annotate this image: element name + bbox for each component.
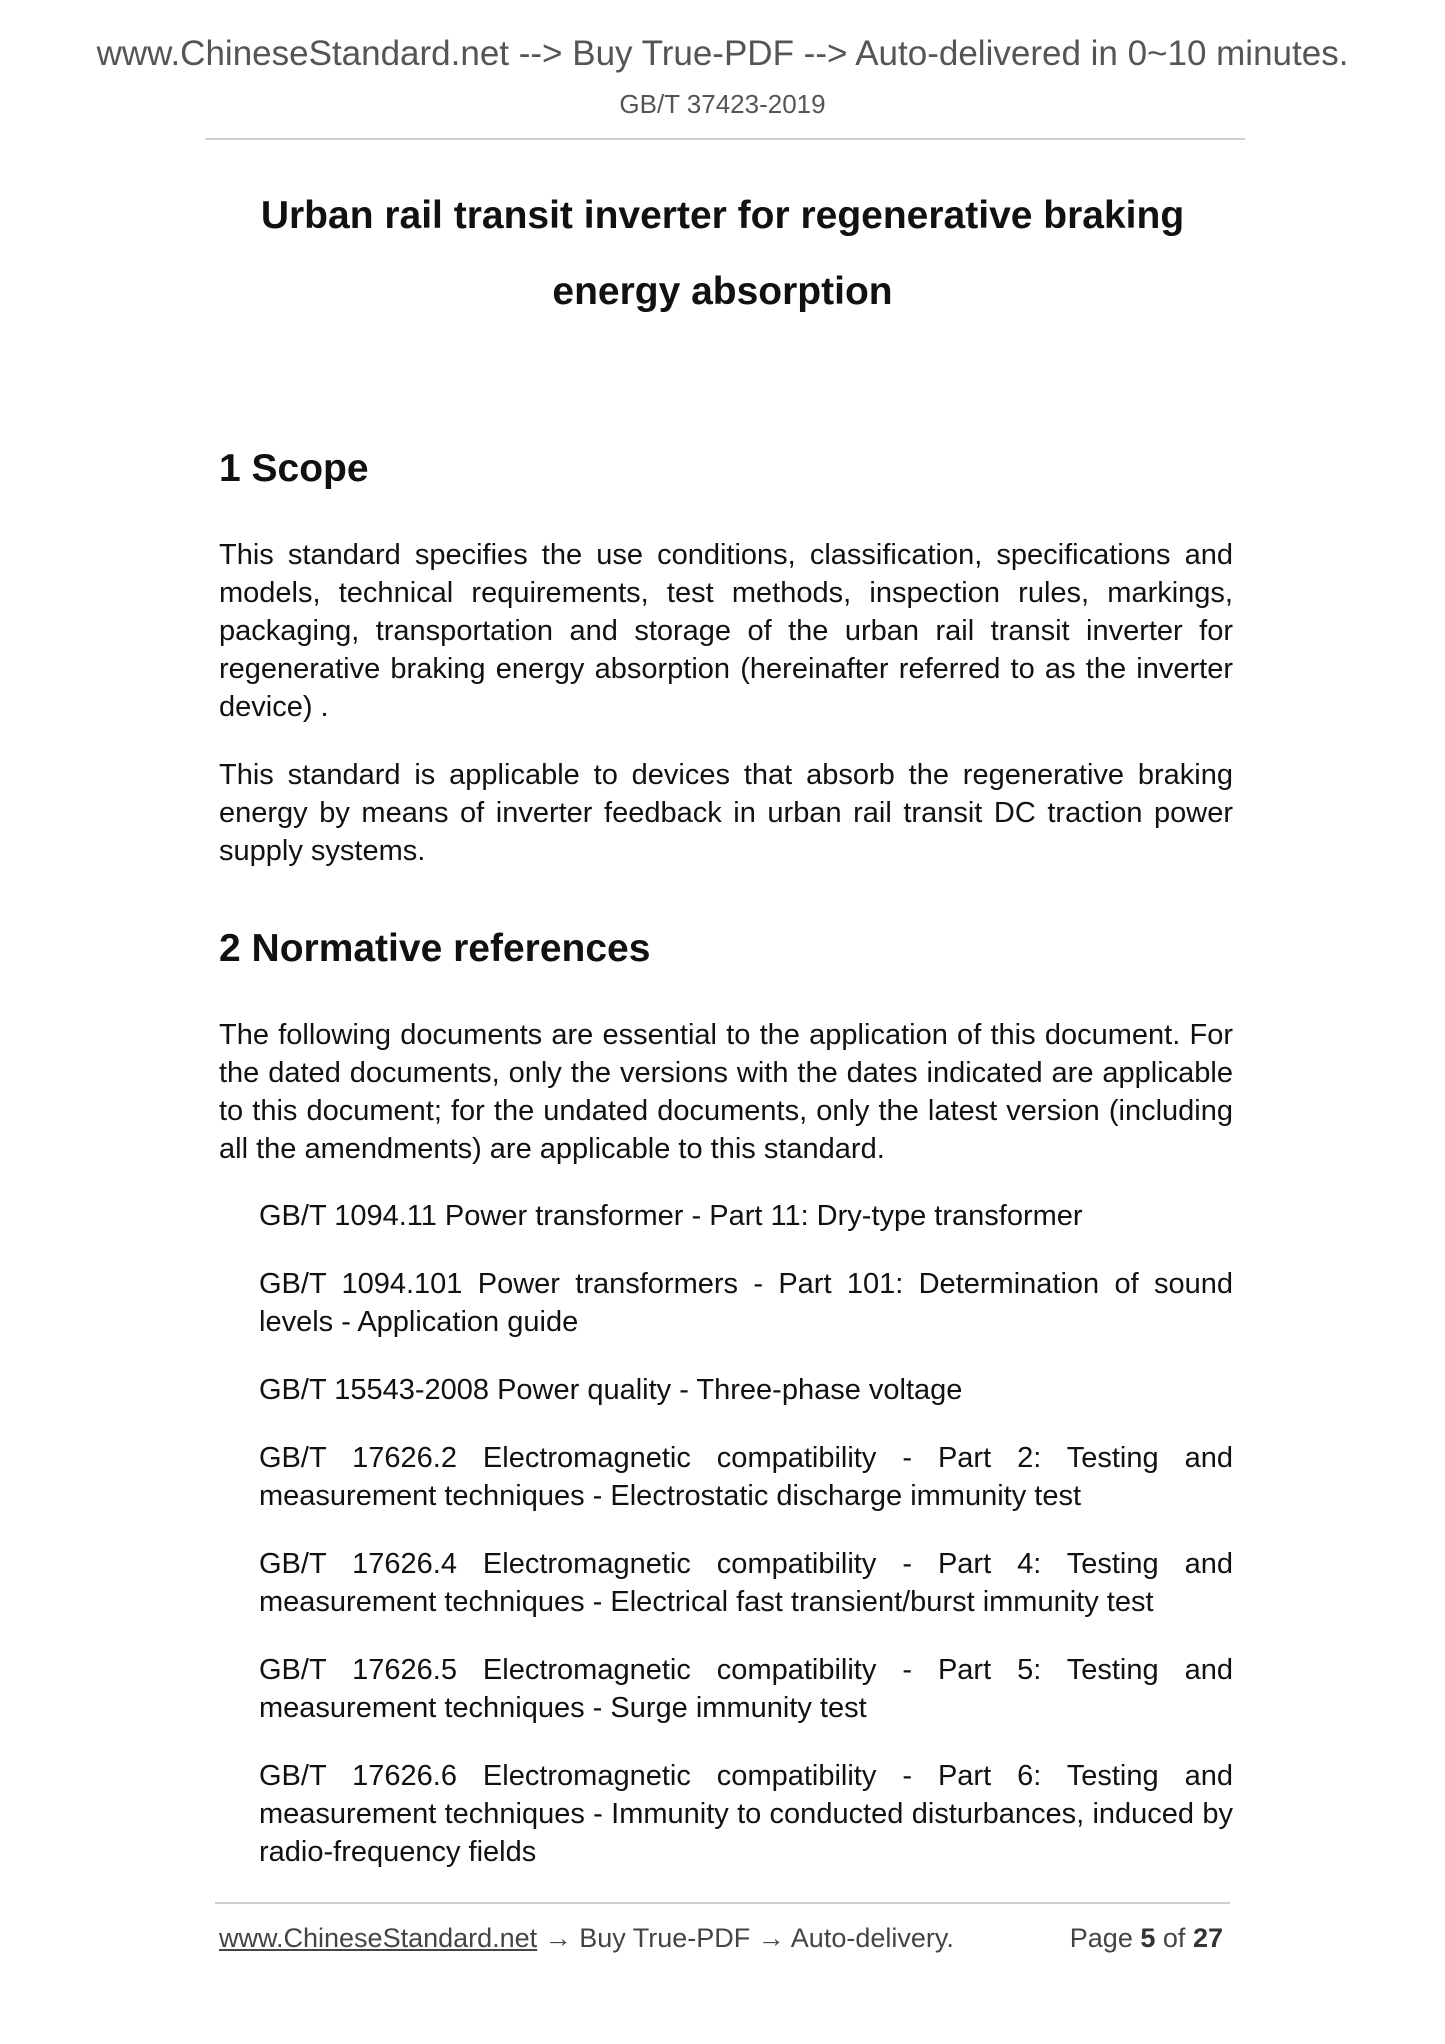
reference-item: GB/T 1094.101 Power transformers - Part 101: Determination of sound levels - Application guide — [259, 1268, 1233, 1338]
page-label: Page — [1069, 1923, 1133, 1953]
page-total: 27 — [1192, 1923, 1223, 1953]
of-label: of — [1162, 1923, 1186, 1953]
references-intro: The following documents are essential to the application of this document. For the dated documents, only the versions with the dates indicated are applicable to this document; for the undated documents, only the latest version (including all the amendments) are applicable to this standard. — [219, 1019, 1233, 1165]
section-1-heading: 1 Scope — [219, 447, 369, 490]
reference-item: GB/T 17626.2 Electromagnetic compatibility - Part 2: Testing and measurement techniques - Electrostatic discharge immunity test — [259, 1442, 1233, 1512]
section-2-heading: 2 Normative references — [219, 927, 651, 970]
page-number: 5 — [1140, 1923, 1156, 1953]
footer-buy-text: Buy True-PDF — [579, 1923, 751, 1953]
title-line-2: energy absorption — [552, 270, 893, 313]
main-content — [219, 440, 1233, 1871]
reference-item: GB/T 15543-2008 Power quality - Three-phase voltage — [259, 1374, 963, 1406]
scope-paragraph-1: This standard specifies the use conditions, classification, specifications and models, technical requirements, test methods, inspection rules, markings, packaging, transportation and storage of the urban rail transit inverter for regenerative braking energy absorption (hereinafter referred to as the inverter device) . — [219, 539, 1233, 723]
reference-item: GB/T 17626.4 Electromagnetic compatibility - Part 4: Testing and measurement techniques - Electrical fast transient/burst immunity test — [259, 1548, 1233, 1618]
footer-divider — [215, 1902, 1230, 1904]
document-code: GB/T 37423-2019 — [619, 89, 826, 119]
page-indicator — [1070, 1920, 1223, 1956]
reference-item: GB/T 17626.6 Electromagnetic compatibility - Part 6: Testing and measurement techniques - Immunity to conducted disturbances, induced by radio-frequency fields — [259, 1760, 1233, 1868]
footer-site-link[interactable]: www.ChineseStandard.net — [219, 1923, 538, 1953]
title-line-1: Urban rail transit inverter for regenerative braking — [260, 194, 1185, 237]
footer — [219, 1920, 1233, 1956]
page-title — [0, 178, 1445, 330]
header-divider — [205, 138, 1245, 140]
footer-delivery-text: Auto-delivery. — [790, 1923, 954, 1953]
reference-item: GB/T 1094.11 Power transformer - Part 11: Dry-type transformer — [259, 1200, 1083, 1232]
header-banner: www.ChineseStandard.net --> Buy True-PDF --> Auto-delivered in 0~10 minutes. — [96, 34, 1349, 73]
reference-item: GB/T 17626.5 Electromagnetic compatibility - Part 5: Testing and measurement techniques - Surge immunity test — [259, 1654, 1233, 1724]
scope-paragraph-2: This standard is applicable to devices that absorb the regenerative braking energy by means of inverter feedback in urban rail transit DC traction power supply systems. — [219, 759, 1233, 867]
arrow-right-icon: → — [757, 1923, 785, 1953]
arrow-right-icon: → — [544, 1923, 572, 1953]
